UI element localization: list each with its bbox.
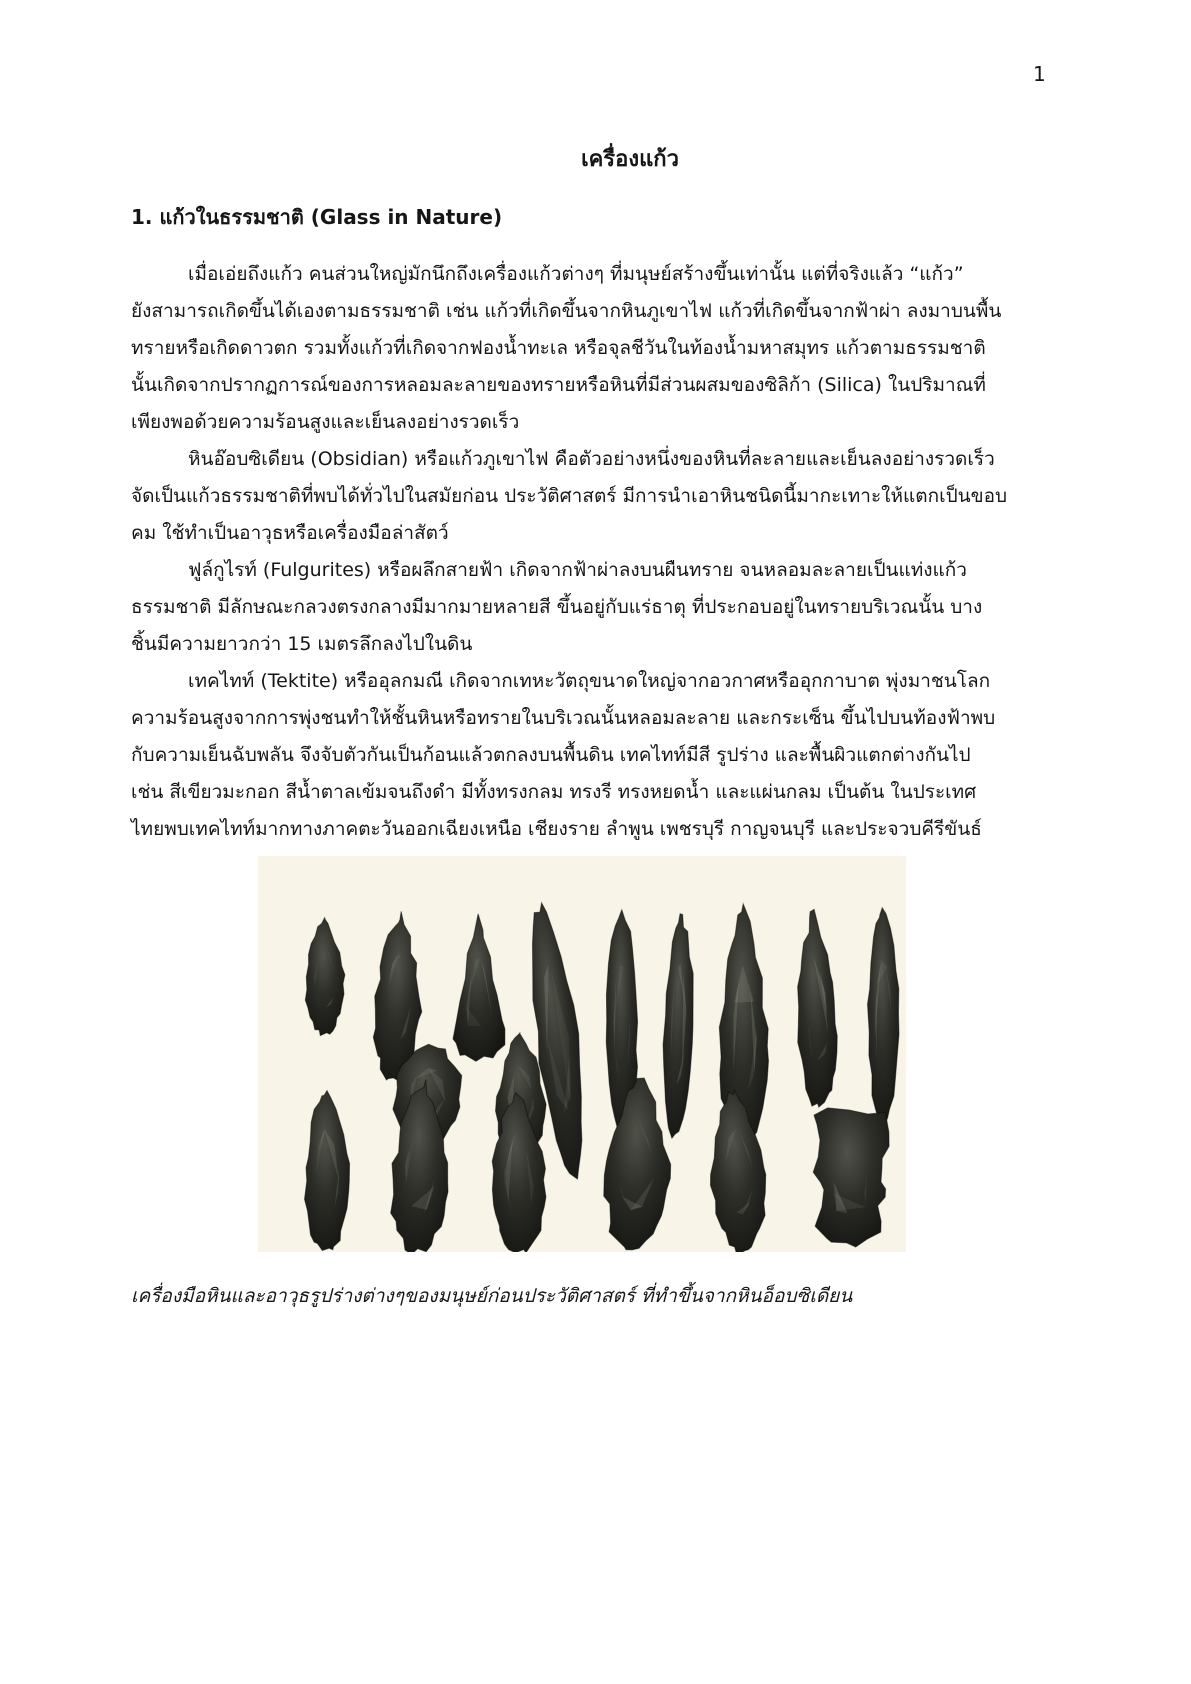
- body-line: ทรายหรือเกิดดาวตก รวมทั้งแก้วที่เกิดจากฟองน้ำทะเล หรือจุลชีวันในท้องน้ำมหาสมุทร แก้วตามธรรมชาติ: [131, 337, 986, 359]
- body-line: ฟูล์กูไรท์ (Fulgurites) หรือผลึกสายฟ้า เกิดจากฟ้าผ่าลงบนผืนทราย จนหลอมละลายเป็นแท่งแก้ว: [188, 559, 967, 581]
- figure-caption: เครื่องมือหินและอาวุธรูปร่างต่างๆของมนุษย์ก่อนประวัติศาสตร์ ที่ทำขึ้นจากหินอ็อบซิเดียน: [131, 1285, 853, 1307]
- body-line: เช่น สีเขียวมะกอก สีน้ำตาลเข้มจนถึงดำ มีทั้งทรงกลม ทรงรี ทรงหยดน้ำ และแผ่นกลม เป็นต้น ในประเทศ: [131, 781, 977, 803]
- body-line: คม ใช้ทำเป็นอาวุธหรือเครื่องมือล่าสัตว์: [131, 522, 449, 544]
- body-line: เมื่อเอ่ยถึงแก้ว คนส่วนใหญ่มักนึกถึงเครื่องแก้วต่างๆ ที่มนุษย์สร้างขึ้นเท่านั้น แต่ที่จริงแล้ว “แก้ว”: [188, 263, 964, 285]
- document-title: เครื่องแก้ว: [581, 147, 679, 172]
- obsidian-tools-photo: [258, 856, 906, 1252]
- body-text: [131, 256, 1080, 848]
- section-heading: 1. แก้วในธรรมชาติ (Glass in Nature): [131, 205, 503, 229]
- body-line: เทคไทท์ (Tektite) หรืออุลกมณี เกิดจากเทหะวัตถุขนาดใหญ่จากอวกาศหรืออุกกาบาต พุ่งมาชนโลก: [188, 670, 991, 692]
- body-line: กับความเย็นฉับพลัน จึงจับตัวกันเป็นก้อนแล้วตกลงบนพื้นดิน เทคไทท์มีสี รูปร่าง และพื้นผิวแตกต่างกันไป: [131, 744, 971, 766]
- body-line: หินอ๊อบซิเดียน (Obsidian) หรือแก้วภูเขาไฟ คือตัวอย่างหนึ่งของหินที่ละลายและเย็นลงอย่างรวดเร็ว: [188, 448, 995, 470]
- page-number: 1: [1033, 62, 1046, 86]
- body-line: ยังสามารถเกิดขึ้นได้เองตามธรรมชาติ เช่น แก้วที่เกิดขึ้นจากหินภูเขาไฟ แก้วที่เกิดขึ้นจากฟ้าผ่า ลงมาบนพื้น: [131, 300, 1002, 322]
- body-line: นั้นเกิดจากปรากฏการณ์ของการหลอมละลายของทรายหรือหินที่มีส่วนผสมของซิลิก้า (Silica) ในปริมาณที่: [131, 374, 986, 396]
- body-line: ความร้อนสูงจากการพุ่งชนทำให้ชั้นหินหรือทรายในบริเวณนั้นหลอมละลาย และกระเซ็น ขึ้นไปบนท้องฟ้าพบ: [131, 707, 996, 729]
- obsidian-stone: [813, 1108, 889, 1247]
- body-line: ไทยพบเทคไทท์มากทางภาคตะวันออกเฉียงเหนือ เชียงราย ลำพูน เพชรบุรี กาญจนบุรี และประจวบคีรีขันธ์: [131, 818, 982, 840]
- body-line: เพียงพอด้วยความร้อนสูงและเย็นลงอย่างรวดเร็ว: [131, 411, 520, 433]
- obsidian-tools-illustration: [258, 856, 906, 1252]
- body-line: จัดเป็นแก้วธรรมชาติที่พบได้ทั่วไปในสมัยก่อน ประวัติศาสตร์ มีการนำเอาหินชนิดนี้มากะเทาะให้แตกเป็นขอบ: [131, 485, 1008, 507]
- body-line: ชิ้นมีความยาวกว่า 15 เมตรลึกลงไปในดิน: [131, 633, 473, 655]
- body-line: ธรรมชาติ มีลักษณะกลวงตรงกลางมีมากมายหลายสี ขึ้นอยู่กับแร่ธาตุ ที่ประกอบอยู่ในทรายบริเวณนั้น บาง: [131, 596, 983, 618]
